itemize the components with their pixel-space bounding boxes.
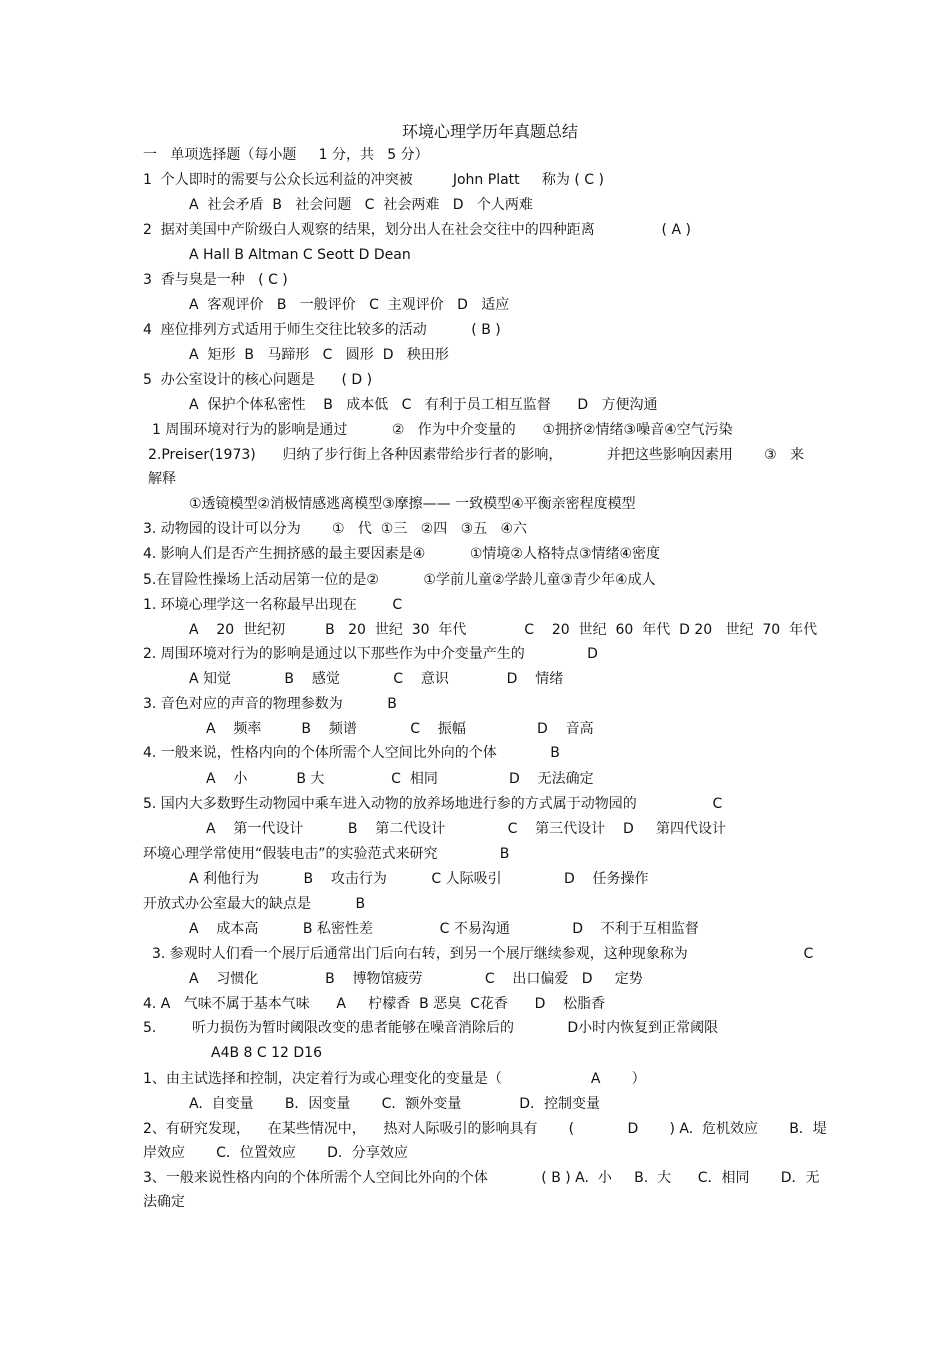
text-line: A 知觉 B 感觉 C 意识 D 情绪 — [189, 671, 564, 687]
document-title: 环境心理学历年真题总结 — [401, 122, 578, 141]
text-line: A 利他行为 B 攻击行为 C 人际吸引 D 任务操作 — [189, 871, 649, 887]
text-line: 岸效应 C．位置效应 D．分享效应 — [143, 1145, 408, 1161]
text-line: 3、一般来说性格内向的个体所需个人空间比外向的个体 ( B ) A. 小 B. 大 C．相同 D．无 — [143, 1170, 820, 1186]
text-line: A 成本高 B 私密性差 C 不易沟通 D 不利于互相监督 — [189, 921, 699, 937]
text-line: 开放式办公室最大的缺点是 B — [143, 896, 366, 912]
text-line: 1 个人即时的需要与公众长远利益的冲突被 John Platt 称为 ( C ) — [143, 172, 604, 188]
text-line: 5. 听力损伤为暂时阈限改变的患者能够在噪音消除后的 D小时内恢复到正常阈限 — [143, 1020, 719, 1036]
text-line: A 保护个体私密性 B 成本低 C 有利于员工相互监督 D 方便沟通 — [189, 397, 658, 413]
text-line: 5 办公室设计的核心问题是 ( D ) — [143, 372, 373, 388]
text-line: A 20 世纪初 B 20 世纪 30 年代 C 20 世纪 60 年代 D 20 世纪 70 年代 — [189, 622, 818, 638]
text-line: 1、由主试选择和控制，决定着行为或心理变化的变量是（ A ） — [143, 1071, 646, 1087]
text-line: A 矩形 B 马蹄形 C 圆形 D 秧田形 — [189, 347, 449, 363]
text-line: 3. 动物园的设计可以分为 ① 代 ①三 ②四 ③五 ④六 — [143, 521, 528, 537]
text-line: A 客观评价 B 一般评价 C 主观评价 D 适应 — [189, 297, 510, 313]
text-line: A 习惯化 B 博物馆疲劳 C 出口偏爱 D 定势 — [189, 971, 643, 987]
text-line: 3. 参观时人们看一个展厅后通常出门后向右转，到另一个展厅继续参观，这种现象称为 C — [152, 946, 814, 962]
text-line: 1. 环境心理学这一名称最早出现在 C — [143, 597, 403, 613]
text-line: A. 自变量 B．因变量 C．额外变量 D．控制变量 — [189, 1096, 600, 1112]
text-line: A 小 B 大 C 相同 D 无法确定 — [206, 771, 594, 787]
text-line: 4 座位排列方式适用于师生交往比较多的活动 ( B ) — [143, 322, 501, 338]
text-line: 解释 — [148, 471, 176, 487]
text-line: ①透镜模型②消极情感逃离模型③摩擦—— 一致模型④平衡亲密程度模型 — [189, 496, 636, 512]
text-line: 2. 周围环境对行为的影响是通过以下那些作为中介变量产生的 D — [143, 646, 598, 662]
text-line: 环境心理学常使用“假装电击”的实验范式来研究 B — [143, 846, 510, 862]
text-line: 2、有研究发现， 在某些情况中， 热对人际吸引的影响具有 ( D ) A. 危机效应 B．堤 — [143, 1121, 827, 1137]
text-line: 2.Preiser(1973) 归纳了步行街上各种因素带给步行者的影响， 并把这些影响因素用 ③ 来 — [148, 447, 804, 463]
text-line: A 频率 B 频谱 C 振幅 D 音高 — [206, 721, 594, 737]
text-line: 5.在冒险性操场上活动居第一位的是② ①学前儿童②学龄儿童③青少年④成人 — [143, 572, 656, 588]
text-line: 一 单项选择题（每小题 1 分，共 5 分） — [143, 147, 429, 163]
text-line: A Hall B Altman C Seott D Dean — [189, 247, 411, 263]
text-line: 1 周围环境对行为的影响是通过 ② 作为中介变量的 ①拥挤②情绪③噪音④空气污染 — [152, 422, 733, 438]
text-line: 4. 影响人们是否产生拥挤感的最主要因素是④ ①情境②人格特点③情绪④密度 — [143, 546, 661, 562]
text-line: 5. 国内大多数野生动物园中乘车进入动物的放养场地进行参的方式属于动物园的 C — [143, 796, 723, 812]
text-line: 3 香与臭是一种 ( C ) — [143, 272, 288, 288]
text-line: A4B 8 C 12 D16 — [211, 1045, 322, 1061]
text-line: 3. 音色对应的声音的物理参数为 B — [143, 696, 397, 712]
text-line: 4. 一般来说，性格内向的个体所需个人空间比外向的个体 B — [143, 745, 560, 761]
text-line: 法确定 — [143, 1194, 185, 1210]
text-line: A 社会矛盾 B 社会问题 C 社会两难 D 个人两难 — [189, 197, 533, 213]
text-line: 2 据对美国中产阶级白人观察的结果，划分出人在社会交往中的四种距离 ( A ) — [143, 222, 691, 238]
text-line: A 第一代设计 B 第二代设计 C 第三代设计 D 第四代设计 — [206, 821, 726, 837]
text-line: 4. A 气味不属于基本气味 A 柠檬香 B 恶臭 C花香 D 松脂香 — [143, 996, 606, 1012]
